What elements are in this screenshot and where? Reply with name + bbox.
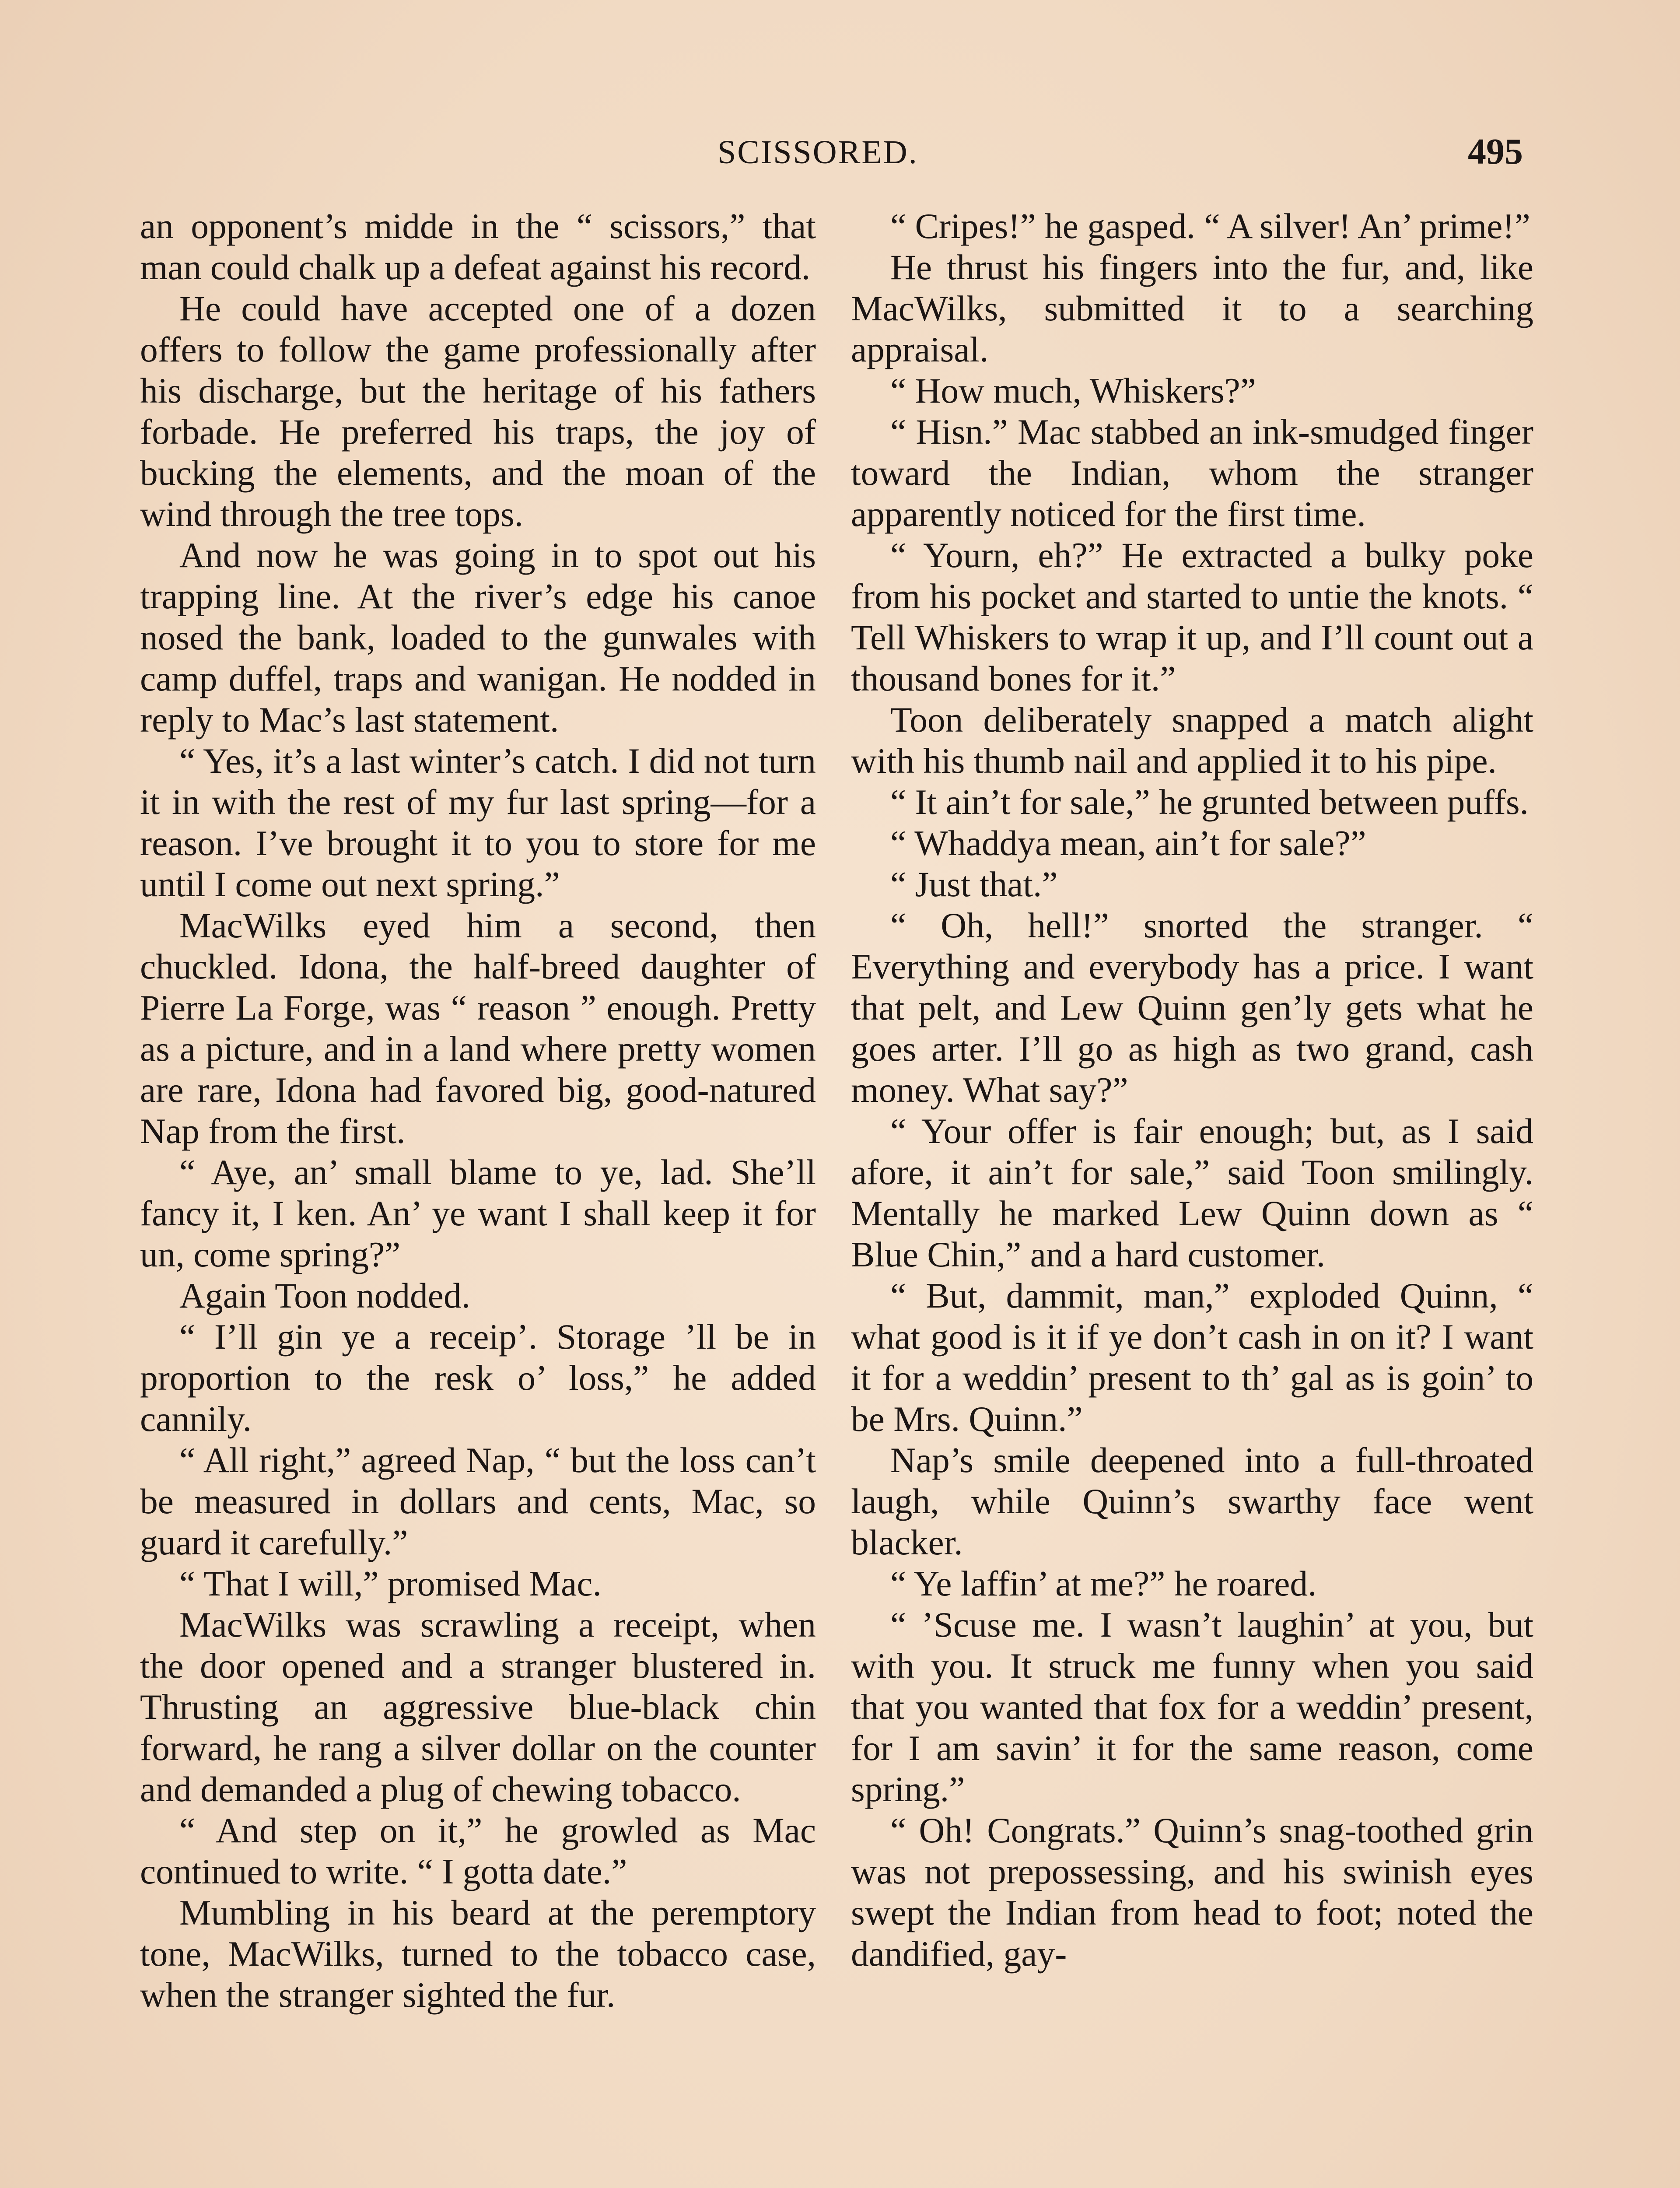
- paragraph: He could have accepted one of a dozen offers to follow the game professionally after his discharge, but the heritage of his fathers forbade. He preferred his traps, the joy of bucking the elements, and the moan of the wind through the tree tops.: [140, 288, 816, 534]
- paragraph: “ Whaddya mean, ain’t for sale?”: [890, 823, 1366, 863]
- paragraph: “ I’ll gin ye a receip’. Storage ’ll be in proportion to the resk o’ loss,” he added cannily.: [140, 1317, 816, 1439]
- paragraph: Nap’s smile deepened into a full-throated laugh, while Quinn’s swarthy face went blacker.: [851, 1440, 1533, 1562]
- paragraph: MacWilks was scrawling a receipt, when the door opened and a stranger blustered in. Thrusting an aggressive blue-black chin forward, he rang a silver dollar on the counter and demanded a plug of chewing tobacco.: [140, 1605, 816, 1809]
- paragraph: “ Ye laffin’ at me?” he roared.: [890, 1564, 1317, 1603]
- paragraph: Mumbling in his beard at the peremptory tone, MacWilks, turned to the tobacco case, when the stranger sighted the fur.: [140, 1893, 816, 2015]
- paragraph: Toon deliberately snapped a match alight with his thumb nail and applied it to his pipe.: [851, 700, 1533, 781]
- paragraph: “ ’Scuse me. I wasn’t laughin’ at you, but with you. It struck me funny when you said that you wanted that fox for a weddin’ present, for I am savin’ it for the same reason, come spring.”: [851, 1605, 1533, 1809]
- paragraph: Again Toon nodded.: [179, 1276, 471, 1315]
- paragraph: “ It ain’t for sale,” he grunted between puffs.: [890, 782, 1529, 822]
- paragraph: MacWilks eyed him a second, then chuckled. Idona, the half-breed daughter of Pierre La Forge, was “ reason ” enough. Pretty as a picture, and in a land where pretty women are rare, Idona had favored big, good-natured Nap from the first.: [140, 905, 816, 1151]
- paragraph: “ Hisn.” Mac stabbed an ink-smudged finger toward the Indian, whom the stranger apparently noticed for the first time.: [851, 412, 1533, 534]
- paragraph: “ Oh, hell!” snorted the stranger. “ Everything and everybody has a price. I want that pelt, and Lew Quinn gen’ly gets what he goes arter. I’ll go as high as two grand, cash money. What say?”: [851, 905, 1533, 1110]
- right-text-column: [851, 206, 1533, 1974]
- paragraph: “ But, dammit, man,” exploded Quinn, “ what good is it if ye don’t cash in on it? I want it for a weddin’ present to th’ gal as is goin’ to be Mrs. Quinn.”: [851, 1276, 1533, 1439]
- paragraph: “ How much, Whiskers?”: [890, 371, 1256, 410]
- paragraph: “ Yes, it’s a last winter’s catch. I did not turn it in with the rest of my fur last spring—for a reason. I’ve brought it to you to store for me until I come out next spring.”: [140, 741, 816, 904]
- paragraph: “ Cripes!” he gasped. “ A silver! An’ prime!”: [890, 206, 1530, 246]
- paragraph: “ Oh! Congrats.” Quinn’s snag-toothed grin was not prepossessing, and his swinish eyes swept the Indian from head to foot; noted the dandified, gay-: [851, 1810, 1533, 1974]
- paragraph: “ Just that.”: [890, 864, 1058, 904]
- paragraph: an opponent’s midde in the “ scissors,” that man could chalk up a defeat against his record.: [140, 206, 816, 287]
- paragraph: “ And step on it,” he growled as Mac continued to write. “ I gotta date.”: [140, 1810, 816, 1891]
- page-number: 495: [1468, 131, 1523, 172]
- running-head-title: SCISSORED.: [718, 134, 918, 171]
- paragraph: “ Yourn, eh?” He extracted a bulky poke from his pocket and started to untie the knots. “ Tell Whiskers to wrap it up, and I’ll count out a thousand bones for it.”: [851, 535, 1533, 698]
- paragraph: “ Your offer is fair enough; but, as I said afore, it ain’t for sale,” said Toon smilingly. Mentally he marked Lew Quinn down as “ Blue Chin,” and a hard customer.: [851, 1111, 1533, 1274]
- paragraph: “ All right,” agreed Nap, “ but the loss can’t be measured in dollars and cents, Mac, so guard it carefully.”: [140, 1440, 816, 1562]
- paragraph: “ Aye, an’ small blame to ye, lad. She’ll fancy it, I ken. An’ ye want I shall keep it for un, come spring?”: [140, 1152, 816, 1274]
- paragraph: And now he was going in to spot out his trapping line. At the river’s edge his canoe nosed the bank, loaded to the gunwales with camp duffel, traps and wanigan. He nodded in reply to Mac’s last statement.: [140, 535, 816, 740]
- paragraph: He thrust his fingers into the fur, and, like MacWilks, submitted it to a searching appraisal.: [851, 247, 1533, 369]
- left-text-column: [140, 206, 816, 2016]
- paragraph: “ That I will,” promised Mac.: [179, 1564, 602, 1603]
